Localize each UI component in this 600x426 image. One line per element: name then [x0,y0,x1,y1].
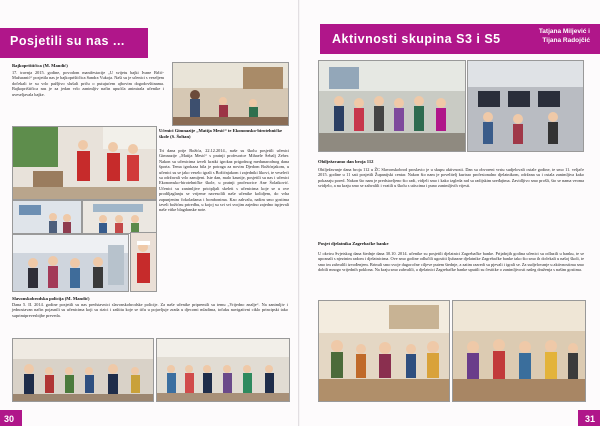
photo-students-hall [12,234,129,292]
right-banner [320,24,600,54]
photo-classroom-small-2 [82,200,157,234]
photo-police-visit-2 [156,338,290,402]
section-heading-bank: Posjet djelatnika Zagrebačke banke [318,241,389,246]
author-1: Tatjana Miljević i [538,28,590,35]
left-banner-title: Posjetili su nas ... [10,34,125,48]
photo-christmas-play [12,126,157,200]
left-banner [0,28,148,58]
left-page-number: 30 [4,414,15,424]
photo-police-visit-1 [12,338,154,402]
section-body-bank: U okviru Svjetskog dana štednje dana 30.10. 2014. učenike su posjetili djelatnici Zagrebačke banke. Prijašnjih godina učenici su odlazili u banku, te se upoznali s njezinim radom i djelatnicima. Ove smo godine odlučili ugostiti ljubazne djelatnike Zagrebačke banke tako što smo ih dočekali u našoj školi, te smo im zahvalili izvođenjem. Brinuli smo svoje dugoročne ciljeve putem štednje, a zatim razredi su pjevali i igrali se. Za sudjelovanje u aktivnostima smo dobili mnogo vrijednih poklona. Na kraju smo zahvalili, a djelatnici Zagrebačke banke uputili su čestitke o zanimljivosti našeg druženja s našim gostima. [318,251,584,273]
section-heading-112: Obilježavamo dan broja 112 [318,159,374,164]
right-page [300,0,600,426]
right-banner-title: Aktivnosti skupina S3 i S5 [332,32,501,46]
section-body-gymnasium: Tri dana prije Božića, 22.12.2014., naše su školu posjetili učenici Gimnazije „Matija Mesić“ s pratnji profesorice Mihaele Šebalj Zeher. Nakon su učenicima izveli kratki igrokaz prigodnog medunarodnog dana športa. Tema igrokaza bila je potraga za novim Djedom Božićnjakom, u učenici su se jako veselo igrali s Božićnjakom i zajedniki likovi, te veseleći su održavali vrlo zamijeni. Iste dan, malo kasnije, posjetili su nas i učenici Ekonomsko-birotehničke škole, u pratnji profesorice Ane Šolatković. Učenici su zanimljive pricipljali skeleti s učenicima koje se u ove prodiljaglanju se vrijeme navesolili naše učenike kolidjem, do vrha zapunjenim čokoladama i bombonima. Kao zahvalu, našim smo gostima izveli božićnu priredbu, u kojoj su svi svi svojim zajedno zajedno ispjevali naše vitke blagdanske note. [159,148,289,213]
section-heading-bajkopristicica: Bajkoprištičica (M. Mandić) [12,63,68,68]
photo-bank-visit-2 [452,300,586,402]
photo-santa [130,232,157,292]
section-heading-police: Slavonskobrodska policija (M. Mandić) [12,296,90,301]
section-heading-gymnasium: Učenici Gimnazije „Matija Mesić“ te Ekonomsko-birotehničke škole (S. Šoltan) [159,128,283,139]
section-body-police: Dana 5. II. 2014. godine posjetili su nas predstavnici slavonskobrodske policije. Za naše učenike pripremili su temu „Vrijedno znalje“. Na zanimljiv i jednostavan način pojasnili su učenicima koji su rizici i zaštitu koje se tiču u pojavljuje zrada u djecomi mladima, točaku navigativni ciklo principski tako suprimiprevesbijbe preveda. [12,302,288,318]
section-body-bajkopristicica: 17. travnja 2015. godine, povodom manifestacije „U svijetu bajki Ivane Brlić-Mažuranić“ posjetila nas je bajkoprištičica Sandra Vukoja. Naši su je učenici s veseljem dočekali te su vrlo pažljivo slušali priču o putujućem ajbovim dogodovštinama. Bajkoprištičica nas je za jedan vrlo zanimljiv način upućila animirala učenike i uveseljavala bajke. [12,70,164,97]
section-body-112: Obilježavanje dana broja 112 u ŽC Slavonskobrod proslavio je u skupu aktivnosti. Dan su obvoreni vrstu sudjelovali ostale godine, te smo 11. veljače 2015. godine u 11 sati posjetili Županijski centar. Nakon što nam je povelitelj kurirao profesionalno djelatnikom, održana su i ostala zanimljiva kako pokazaju pored. Nakon što nam je predstavljeno što radi, vidjeli smo i kako izgleda rad sa radijskim uređajima. Zavidljivo smo prošli, što se nama veoma svidjelo, a na kraju smo se zahvalili i vratili u školu s utiscima i puno zanimljivih vijesti. [318,167,584,189]
photo-bank-visit-1 [318,300,450,402]
photo-classroom-small-1 [12,200,82,234]
author-credits [539,27,590,45]
right-page-number: 31 [584,414,595,424]
photo-storyteller [172,62,289,126]
author-2: Tijana Radojčić [542,37,590,44]
photo-112-control-room [467,60,584,152]
photo-112-group [318,60,466,152]
